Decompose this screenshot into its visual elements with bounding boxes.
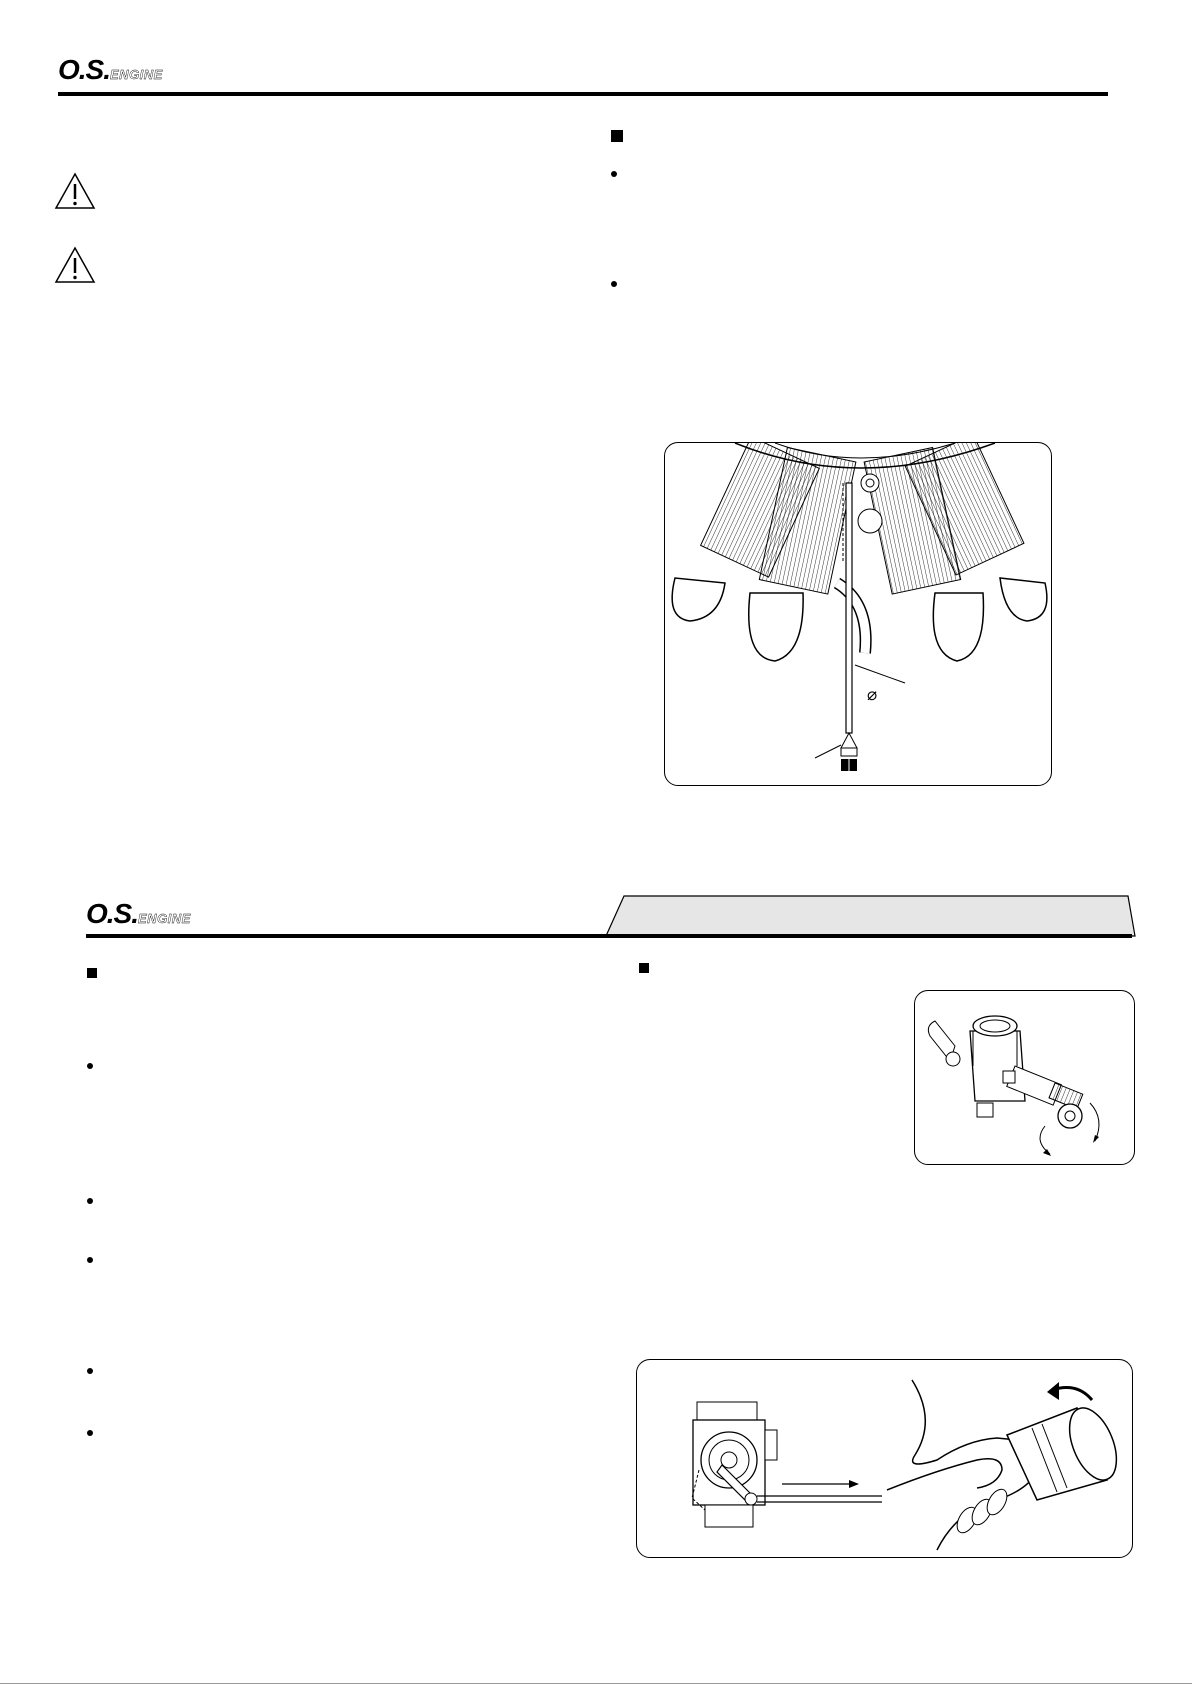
- bullet-dot-icon: [87, 1257, 93, 1263]
- header-rule-top: [58, 92, 1108, 96]
- carburetor-hands-figure: [636, 1359, 1133, 1558]
- os-engine-logo-bottom: O.S.ENGINE: [86, 898, 191, 929]
- section-square-icon: [611, 130, 623, 142]
- header-rule-bottom: [86, 934, 1132, 938]
- section-square-icon: [87, 968, 97, 978]
- rotate-arrow-icon: [1047, 1382, 1092, 1400]
- diameter-symbol: ⌀: [867, 685, 878, 705]
- bullet-dot-icon: [611, 171, 617, 177]
- os-engine-logo-top: O.S.ENGINE: [58, 54, 163, 85]
- section-header-tab: [606, 895, 1136, 937]
- engine-exhaust-figure: [664, 442, 1052, 786]
- bullet-dot-icon: [87, 1063, 93, 1069]
- bullet-dot-icon: [87, 1368, 93, 1374]
- warning-triangle-icon: [54, 172, 96, 210]
- bullet-dot-icon: [87, 1430, 93, 1436]
- page-bottom-rule: [0, 1683, 1192, 1684]
- bullet-dot-icon: [611, 281, 617, 287]
- warning-triangle-icon: [54, 246, 96, 284]
- carburetor-needle-figure: [914, 990, 1135, 1165]
- section-square-icon: [639, 963, 649, 973]
- bullet-dot-icon: [87, 1198, 93, 1204]
